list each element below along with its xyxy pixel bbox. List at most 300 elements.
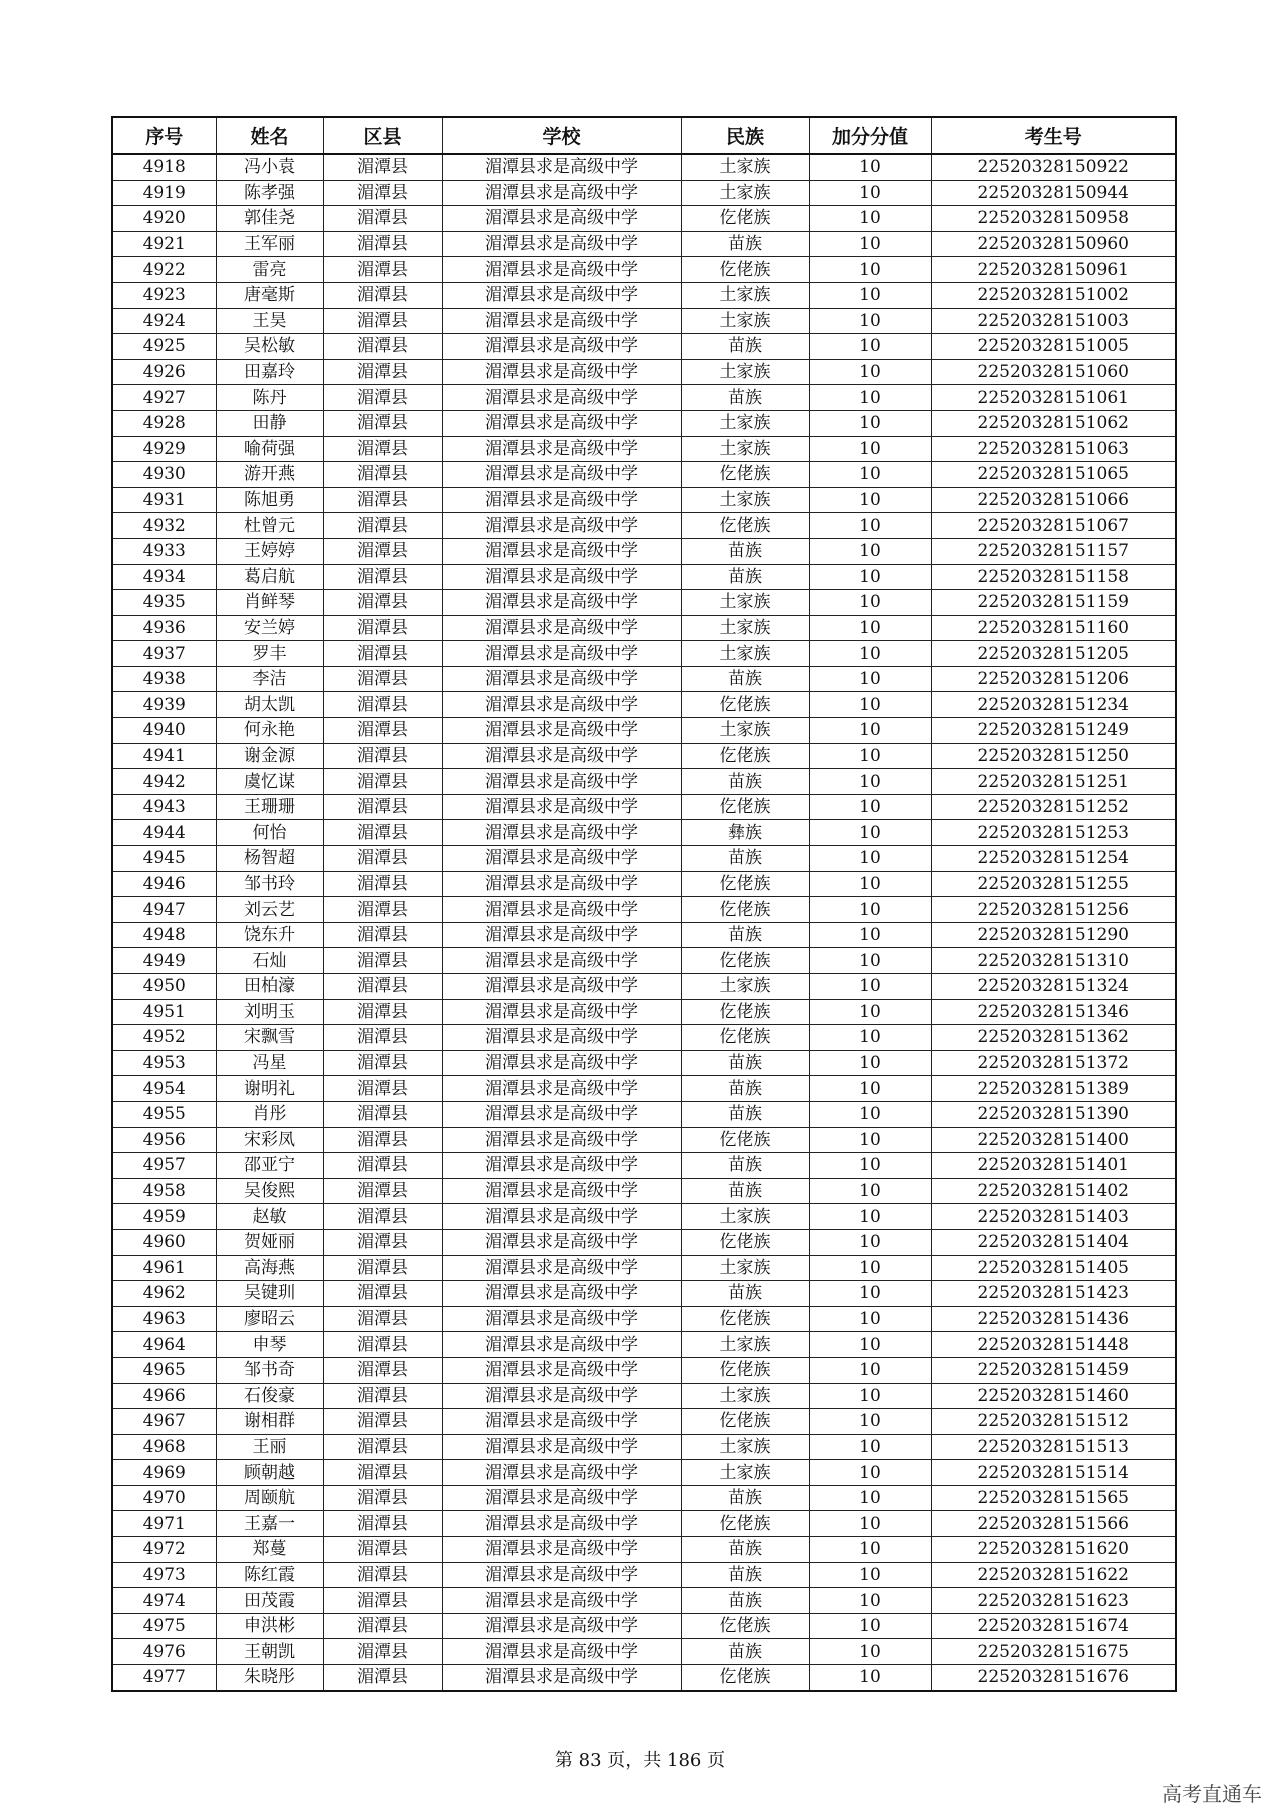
cell-ethnicity: 仡佬族: [681, 1613, 809, 1639]
table-row: [112, 1434, 1176, 1460]
cell-serial: 4925: [112, 334, 216, 360]
cell-name: 吴俊熙: [216, 1178, 323, 1204]
cell-bonus-points: 10: [809, 1306, 931, 1332]
cell-school: 湄潭县求是高级中学: [442, 718, 681, 744]
cell-county: 湄潭县: [323, 1639, 442, 1665]
cell-serial: 4938: [112, 666, 216, 692]
table-row: [112, 1383, 1176, 1409]
table-row: [112, 794, 1176, 820]
cell-school: 湄潭县求是高级中学: [442, 1076, 681, 1102]
cell-school: 湄潭县求是高级中学: [442, 641, 681, 667]
cell-county: 湄潭县: [323, 718, 442, 744]
cell-exam-number: 22520328151234: [931, 692, 1176, 718]
cell-ethnicity: 仡佬族: [681, 1665, 809, 1691]
table-row: [112, 922, 1176, 948]
cell-school: 湄潭县求是高级中学: [442, 1588, 681, 1614]
cell-school: 湄潭县求是高级中学: [442, 513, 681, 539]
cell-name: 吴松敏: [216, 334, 323, 360]
cell-county: 湄潭县: [323, 1025, 442, 1051]
cell-name: 杜曾元: [216, 513, 323, 539]
table-row: [112, 590, 1176, 616]
cell-bonus-points: 10: [809, 1357, 931, 1383]
table-row: [112, 282, 1176, 308]
cell-serial: 4936: [112, 615, 216, 641]
cell-ethnicity: 土家族: [681, 1460, 809, 1486]
cell-serial: 4954: [112, 1076, 216, 1102]
cell-exam-number: 22520328151400: [931, 1127, 1176, 1153]
cell-bonus-points: 10: [809, 974, 931, 1000]
cell-serial: 4969: [112, 1460, 216, 1486]
cell-serial: 4958: [112, 1178, 216, 1204]
cell-county: 湄潭县: [323, 538, 442, 564]
cell-bonus-points: 10: [809, 154, 931, 180]
cell-exam-number: 22520328151255: [931, 871, 1176, 897]
cell-bonus-points: 10: [809, 282, 931, 308]
header-row: [112, 117, 1176, 154]
cell-exam-number: 22520328151066: [931, 487, 1176, 513]
table-row: [112, 1537, 1176, 1563]
cell-serial: 4957: [112, 1153, 216, 1179]
cell-name: 雷亮: [216, 257, 323, 283]
cell-serial: 4935: [112, 590, 216, 616]
cell-bonus-points: 10: [809, 692, 931, 718]
cell-bonus-points: 10: [809, 897, 931, 923]
cell-school: 湄潭县求是高级中学: [442, 1178, 681, 1204]
cell-ethnicity: 土家族: [681, 1204, 809, 1230]
cell-school: 湄潭县求是高级中学: [442, 257, 681, 283]
cell-school: 湄潭县求是高级中学: [442, 820, 681, 846]
cell-serial: 4926: [112, 359, 216, 385]
table-row: [112, 436, 1176, 462]
cell-exam-number: 22520328151253: [931, 820, 1176, 846]
cell-serial: 4944: [112, 820, 216, 846]
cell-serial: 4963: [112, 1306, 216, 1332]
cell-county: 湄潭县: [323, 487, 442, 513]
table-body: [112, 154, 1176, 1691]
cell-serial: 4945: [112, 846, 216, 872]
table-row: [112, 257, 1176, 283]
cell-exam-number: 22520328151362: [931, 1025, 1176, 1051]
cell-exam-number: 22520328151390: [931, 1101, 1176, 1127]
cell-exam-number: 22520328151065: [931, 462, 1176, 488]
cell-school: 湄潭县求是高级中学: [442, 846, 681, 872]
cell-ethnicity: 土家族: [681, 974, 809, 1000]
cell-ethnicity: 苗族: [681, 1588, 809, 1614]
cell-ethnicity: 土家族: [681, 590, 809, 616]
cell-county: 湄潭县: [323, 692, 442, 718]
cell-name: 廖昭云: [216, 1306, 323, 1332]
table-row: [112, 1332, 1176, 1358]
table-row: [112, 1485, 1176, 1511]
watermark-logo-text: 高考直通车: [1162, 1782, 1262, 1806]
cell-county: 湄潭县: [323, 743, 442, 769]
cell-name: 杨智超: [216, 846, 323, 872]
cell-serial: 4953: [112, 1050, 216, 1076]
cell-bonus-points: 10: [809, 385, 931, 411]
cell-bonus-points: 10: [809, 487, 931, 513]
header-bonus-points: 加分分值: [809, 117, 931, 154]
cell-school: 湄潭县求是高级中学: [442, 180, 681, 206]
cell-exam-number: 22520328151061: [931, 385, 1176, 411]
cell-bonus-points: 10: [809, 1434, 931, 1460]
cell-bonus-points: 10: [809, 820, 931, 846]
cell-bonus-points: 10: [809, 308, 931, 334]
cell-ethnicity: 仡佬族: [681, 1409, 809, 1435]
cell-name: 虞忆谋: [216, 769, 323, 795]
cell-school: 湄潭县求是高级中学: [442, 590, 681, 616]
cell-serial: 4937: [112, 641, 216, 667]
cell-exam-number: 22520328151676: [931, 1665, 1176, 1691]
table-row: [112, 615, 1176, 641]
cell-name: 邹书玲: [216, 871, 323, 897]
cell-serial: 4956: [112, 1127, 216, 1153]
cell-bonus-points: 10: [809, 871, 931, 897]
cell-school: 湄潭县求是高级中学: [442, 1485, 681, 1511]
cell-school: 湄潭县求是高级中学: [442, 1255, 681, 1281]
table-row: [112, 334, 1176, 360]
cell-exam-number: 22520328151324: [931, 974, 1176, 1000]
cell-bonus-points: 10: [809, 462, 931, 488]
cell-serial: 4975: [112, 1613, 216, 1639]
cell-school: 湄潭县求是高级中学: [442, 871, 681, 897]
cell-ethnicity: 苗族: [681, 1153, 809, 1179]
cell-ethnicity: 苗族: [681, 334, 809, 360]
cell-school: 湄潭县求是高级中学: [442, 538, 681, 564]
cell-county: 湄潭县: [323, 1076, 442, 1102]
cell-ethnicity: 苗族: [681, 1281, 809, 1307]
cell-county: 湄潭县: [323, 564, 442, 590]
cell-exam-number: 22520328151401: [931, 1153, 1176, 1179]
cell-county: 湄潭县: [323, 334, 442, 360]
cell-ethnicity: 苗族: [681, 1050, 809, 1076]
cell-serial: 4960: [112, 1229, 216, 1255]
cell-bonus-points: 10: [809, 846, 931, 872]
table-row: [112, 538, 1176, 564]
cell-bonus-points: 10: [809, 334, 931, 360]
cell-county: 湄潭县: [323, 871, 442, 897]
cell-name: 李洁: [216, 666, 323, 692]
cell-bonus-points: 10: [809, 666, 931, 692]
cell-ethnicity: 仡佬族: [681, 999, 809, 1025]
cell-school: 湄潭县求是高级中学: [442, 1281, 681, 1307]
cell-name: 赵敏: [216, 1204, 323, 1230]
cell-ethnicity: 苗族: [681, 846, 809, 872]
cell-name: 朱晓彤: [216, 1665, 323, 1691]
cell-serial: 4923: [112, 282, 216, 308]
cell-ethnicity: 土家族: [681, 615, 809, 641]
cell-name: 田柏濠: [216, 974, 323, 1000]
cell-school: 湄潭县求是高级中学: [442, 1460, 681, 1486]
cell-school: 湄潭县求是高级中学: [442, 1127, 681, 1153]
cell-exam-number: 22520328151620: [931, 1537, 1176, 1563]
cell-ethnicity: 苗族: [681, 1101, 809, 1127]
cell-exam-number: 22520328151423: [931, 1281, 1176, 1307]
cell-bonus-points: 10: [809, 1076, 931, 1102]
cell-county: 湄潭县: [323, 1050, 442, 1076]
cell-exam-number: 22520328151404: [931, 1229, 1176, 1255]
cell-name: 王婷婷: [216, 538, 323, 564]
cell-county: 湄潭县: [323, 180, 442, 206]
cell-exam-number: 22520328151249: [931, 718, 1176, 744]
cell-bonus-points: 10: [809, 1127, 931, 1153]
cell-county: 湄潭县: [323, 1613, 442, 1639]
cell-ethnicity: 仡佬族: [681, 743, 809, 769]
cell-county: 湄潭县: [323, 282, 442, 308]
table-row: [112, 769, 1176, 795]
cell-bonus-points: 10: [809, 257, 931, 283]
cell-name: 王朝凯: [216, 1639, 323, 1665]
cell-ethnicity: 土家族: [681, 1255, 809, 1281]
cell-ethnicity: 仡佬族: [681, 1357, 809, 1383]
cell-exam-number: 22520328151389: [931, 1076, 1176, 1102]
cell-school: 湄潭县求是高级中学: [442, 1537, 681, 1563]
cell-exam-number: 22520328151310: [931, 948, 1176, 974]
cell-serial: 4933: [112, 538, 216, 564]
cell-school: 湄潭县求是高级中学: [442, 1434, 681, 1460]
cell-school: 湄潭县求是高级中学: [442, 1025, 681, 1051]
cell-exam-number: 22520328151448: [931, 1332, 1176, 1358]
cell-county: 湄潭县: [323, 922, 442, 948]
cell-school: 湄潭县求是高级中学: [442, 462, 681, 488]
cell-county: 湄潭县: [323, 1511, 442, 1537]
cell-ethnicity: 仡佬族: [681, 1229, 809, 1255]
cell-exam-number: 22520328151372: [931, 1050, 1176, 1076]
cell-exam-number: 22520328151159: [931, 590, 1176, 616]
cell-school: 湄潭县求是高级中学: [442, 282, 681, 308]
cell-county: 湄潭县: [323, 666, 442, 692]
cell-ethnicity: 仡佬族: [681, 206, 809, 232]
cell-exam-number: 22520328151565: [931, 1485, 1176, 1511]
cell-bonus-points: 10: [809, 410, 931, 436]
cell-ethnicity: 土家族: [681, 1332, 809, 1358]
cell-exam-number: 22520328151205: [931, 641, 1176, 667]
table-row: [112, 1050, 1176, 1076]
cell-ethnicity: 土家族: [681, 436, 809, 462]
cell-bonus-points: 10: [809, 1562, 931, 1588]
cell-exam-number: 22520328151675: [931, 1639, 1176, 1665]
cell-exam-number: 22520328150922: [931, 154, 1176, 180]
cell-school: 湄潭县求是高级中学: [442, 1204, 681, 1230]
cell-school: 湄潭县求是高级中学: [442, 487, 681, 513]
table-row: [112, 820, 1176, 846]
cell-serial: 4966: [112, 1383, 216, 1409]
cell-bonus-points: 10: [809, 1613, 931, 1639]
cell-county: 湄潭县: [323, 820, 442, 846]
cell-ethnicity: 土家族: [681, 180, 809, 206]
cell-name: 陈丹: [216, 385, 323, 411]
table-row: [112, 1178, 1176, 1204]
cell-serial: 4965: [112, 1357, 216, 1383]
cell-county: 湄潭县: [323, 462, 442, 488]
cell-exam-number: 22520328151005: [931, 334, 1176, 360]
cell-serial: 4968: [112, 1434, 216, 1460]
cell-name: 申琴: [216, 1332, 323, 1358]
table-row: [112, 743, 1176, 769]
cell-school: 湄潭县求是高级中学: [442, 1306, 681, 1332]
table-row: [112, 1639, 1176, 1665]
cell-bonus-points: 10: [809, 1639, 931, 1665]
cell-serial: 4964: [112, 1332, 216, 1358]
cell-name: 顾朝越: [216, 1460, 323, 1486]
cell-serial: 4951: [112, 999, 216, 1025]
header-serial: 序号: [112, 117, 216, 154]
cell-bonus-points: 10: [809, 1537, 931, 1563]
cell-school: 湄潭县求是高级中学: [442, 334, 681, 360]
cell-school: 湄潭县求是高级中学: [442, 1101, 681, 1127]
cell-exam-number: 22520328151067: [931, 513, 1176, 539]
cell-serial: 4934: [112, 564, 216, 590]
cell-school: 湄潭县求是高级中学: [442, 436, 681, 462]
cell-exam-number: 22520328151436: [931, 1306, 1176, 1332]
cell-name: 谢明礼: [216, 1076, 323, 1102]
cell-exam-number: 22520328151512: [931, 1409, 1176, 1435]
cell-school: 湄潭县求是高级中学: [442, 692, 681, 718]
cell-ethnicity: 苗族: [681, 769, 809, 795]
cell-exam-number: 22520328151252: [931, 794, 1176, 820]
cell-exam-number: 22520328151158: [931, 564, 1176, 590]
cell-name: 石俊豪: [216, 1383, 323, 1409]
cell-school: 湄潭县求是高级中学: [442, 1332, 681, 1358]
cell-bonus-points: 10: [809, 1025, 931, 1051]
cell-serial: 4973: [112, 1562, 216, 1588]
cell-ethnicity: 仡佬族: [681, 257, 809, 283]
table-row: [112, 1306, 1176, 1332]
cell-school: 湄潭县求是高级中学: [442, 564, 681, 590]
cell-bonus-points: 10: [809, 1178, 931, 1204]
cell-bonus-points: 10: [809, 1460, 931, 1486]
cell-name: 葛启航: [216, 564, 323, 590]
cell-county: 湄潭县: [323, 897, 442, 923]
cell-serial: 4972: [112, 1537, 216, 1563]
cell-bonus-points: 10: [809, 1409, 931, 1435]
cell-county: 湄潭县: [323, 206, 442, 232]
cell-name: 田静: [216, 410, 323, 436]
cell-county: 湄潭县: [323, 1357, 442, 1383]
cell-serial: 4932: [112, 513, 216, 539]
cell-name: 游开燕: [216, 462, 323, 488]
cell-name: 高海燕: [216, 1255, 323, 1281]
cell-county: 湄潭县: [323, 641, 442, 667]
cell-serial: 4931: [112, 487, 216, 513]
cell-bonus-points: 10: [809, 180, 931, 206]
cell-bonus-points: 10: [809, 922, 931, 948]
cell-bonus-points: 10: [809, 590, 931, 616]
cell-name: 胡太凯: [216, 692, 323, 718]
cell-name: 饶东升: [216, 922, 323, 948]
cell-name: 何永艳: [216, 718, 323, 744]
cell-serial: 4946: [112, 871, 216, 897]
cell-exam-number: 22520328151254: [931, 846, 1176, 872]
cell-ethnicity: 仡佬族: [681, 1127, 809, 1153]
cell-exam-number: 22520328151002: [931, 282, 1176, 308]
table-row: [112, 1409, 1176, 1435]
cell-exam-number: 22520328151160: [931, 615, 1176, 641]
cell-county: 湄潭县: [323, 1204, 442, 1230]
cell-ethnicity: 仡佬族: [681, 1306, 809, 1332]
cell-bonus-points: 10: [809, 1332, 931, 1358]
cell-ethnicity: 苗族: [681, 1485, 809, 1511]
cell-name: 陈红霞: [216, 1562, 323, 1588]
cell-county: 湄潭县: [323, 1229, 442, 1255]
cell-name: 贺娅丽: [216, 1229, 323, 1255]
header-county: 区县: [323, 117, 442, 154]
cell-county: 湄潭县: [323, 1306, 442, 1332]
cell-bonus-points: 10: [809, 1281, 931, 1307]
cell-ethnicity: 仡佬族: [681, 948, 809, 974]
cell-county: 湄潭县: [323, 1537, 442, 1563]
table-row: [112, 1153, 1176, 1179]
cell-school: 湄潭县求是高级中学: [442, 948, 681, 974]
cell-exam-number: 22520328151623: [931, 1588, 1176, 1614]
cell-bonus-points: 10: [809, 1229, 931, 1255]
table-row: [112, 1460, 1176, 1486]
cell-school: 湄潭县求是高级中学: [442, 308, 681, 334]
cell-bonus-points: 10: [809, 641, 931, 667]
cell-school: 湄潭县求是高级中学: [442, 1562, 681, 1588]
cell-name: 邹书奇: [216, 1357, 323, 1383]
cell-ethnicity: 土家族: [681, 1434, 809, 1460]
cell-bonus-points: 10: [809, 743, 931, 769]
cell-serial: 4924: [112, 308, 216, 334]
cell-serial: 4939: [112, 692, 216, 718]
cell-exam-number: 22520328150961: [931, 257, 1176, 283]
cell-serial: 4949: [112, 948, 216, 974]
cell-serial: 4962: [112, 1281, 216, 1307]
cell-exam-number: 22520328151003: [931, 308, 1176, 334]
table-row: [112, 692, 1176, 718]
cell-exam-number: 22520328151206: [931, 666, 1176, 692]
cell-name: 田嘉玲: [216, 359, 323, 385]
cell-school: 湄潭县求是高级中学: [442, 206, 681, 232]
cell-bonus-points: 10: [809, 718, 931, 744]
cell-school: 湄潭县求是高级中学: [442, 922, 681, 948]
cell-exam-number: 22520328151256: [931, 897, 1176, 923]
cell-ethnicity: 仡佬族: [681, 692, 809, 718]
cell-county: 湄潭县: [323, 359, 442, 385]
cell-name: 石灿: [216, 948, 323, 974]
cell-serial: 4971: [112, 1511, 216, 1537]
table-row: [112, 1255, 1176, 1281]
cell-name: 喻荷强: [216, 436, 323, 462]
cell-county: 湄潭县: [323, 1178, 442, 1204]
cell-serial: 4947: [112, 897, 216, 923]
cell-name: 唐毫斯: [216, 282, 323, 308]
cell-serial: 4977: [112, 1665, 216, 1691]
cell-serial: 4941: [112, 743, 216, 769]
cell-ethnicity: 土家族: [681, 641, 809, 667]
header-exam-number: 考生号: [931, 117, 1176, 154]
table-row: [112, 1613, 1176, 1639]
cell-bonus-points: 10: [809, 948, 931, 974]
cell-county: 湄潭县: [323, 1562, 442, 1588]
table-row: [112, 1511, 1176, 1537]
cell-county: 湄潭县: [323, 1409, 442, 1435]
cell-exam-number: 22520328151403: [931, 1204, 1176, 1230]
cell-exam-number: 22520328150944: [931, 180, 1176, 206]
cell-name: 邵亚宁: [216, 1153, 323, 1179]
cell-ethnicity: 土家族: [681, 308, 809, 334]
cell-exam-number: 22520328151566: [931, 1511, 1176, 1537]
cell-school: 湄潭县求是高级中学: [442, 743, 681, 769]
cell-name: 何怡: [216, 820, 323, 846]
cell-serial: 4943: [112, 794, 216, 820]
header-school: 学校: [442, 117, 681, 154]
cell-ethnicity: 仡佬族: [681, 1511, 809, 1537]
cell-bonus-points: 10: [809, 231, 931, 257]
cell-school: 湄潭县求是高级中学: [442, 1153, 681, 1179]
cell-exam-number: 22520328151290: [931, 922, 1176, 948]
cell-serial: 4961: [112, 1255, 216, 1281]
